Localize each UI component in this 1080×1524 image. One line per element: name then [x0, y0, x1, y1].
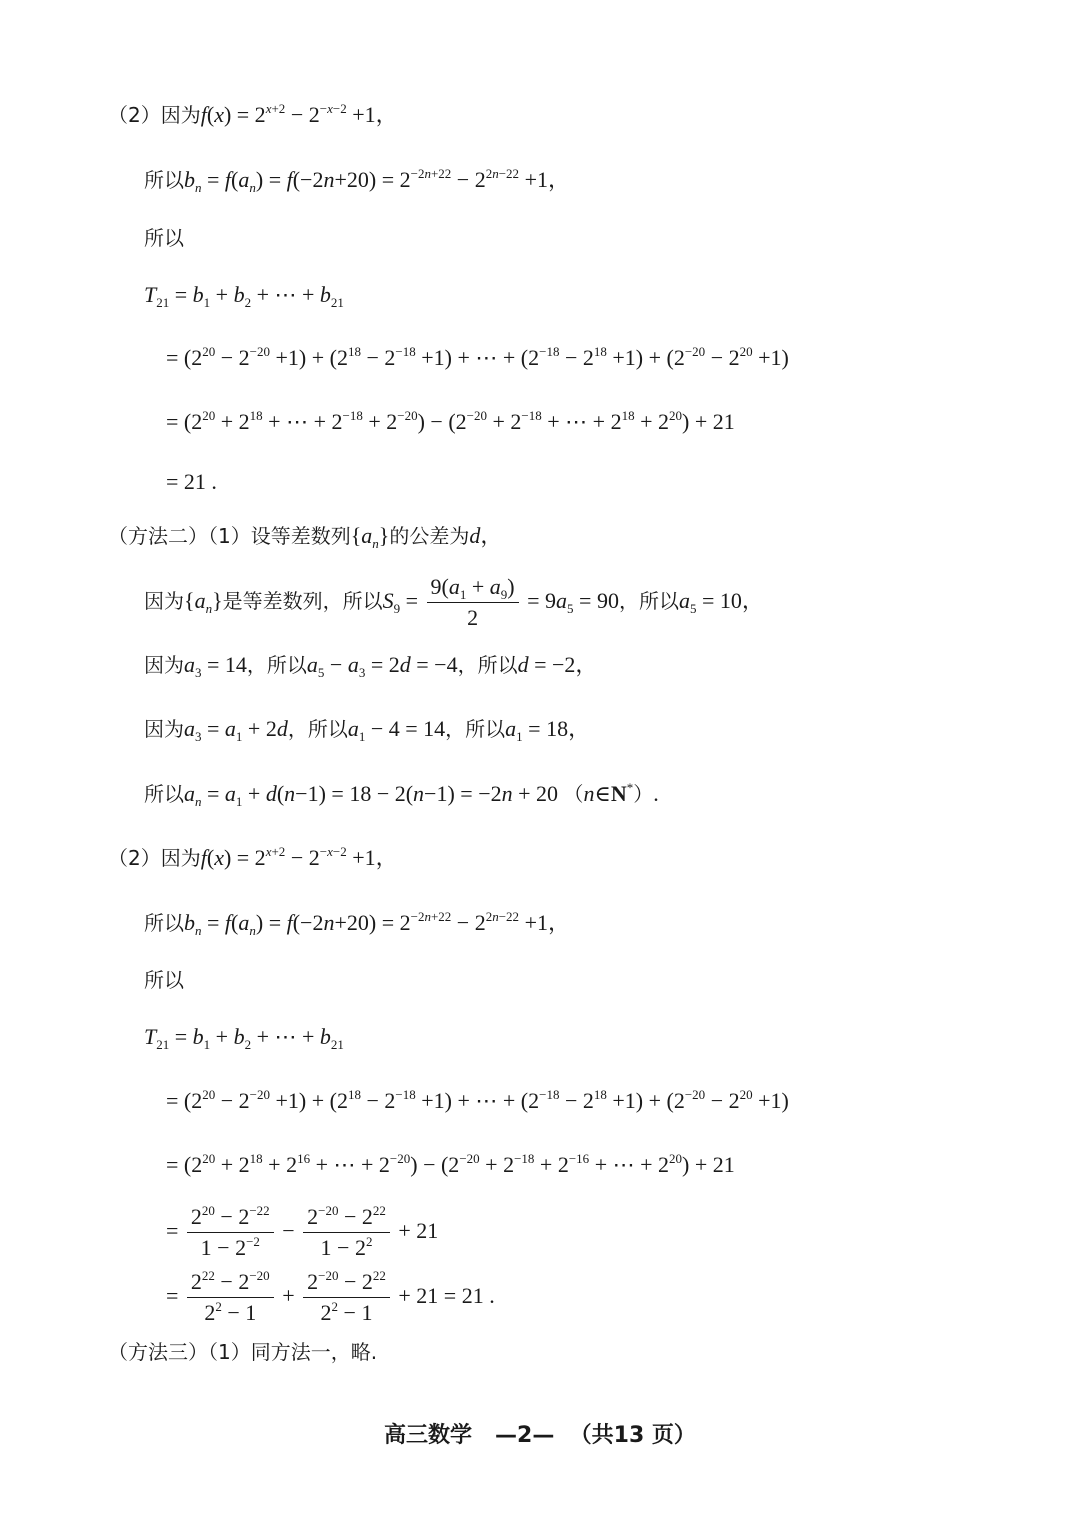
sum-grouping-line: = ($2^{20} + 2^{18}$ + ⋯ + $2^{-18} + 2^{-20}) - (2^{-20} + 2^{-18}$ + ⋯ + $2^{18} + 2^{20}) + 21$	[166, 408, 735, 434]
so-line: 所以	[144, 226, 184, 250]
part2-intro-line: （2）因为$f(x) = 2^{x+2} - 2^{-x-2} +1$，	[108, 101, 398, 127]
method2-line1: 因为$\{a_n\}$是等差数列，所以$S_9$ = $\frac{9(a_1 + a_9)}{2}$ = $9a_5 = 90$，所以$a_5 = 10$，	[144, 574, 764, 631]
method3-line: （方法三）（1）同方法一，略.	[108, 1340, 378, 1364]
method2-line4: 所以$a_n = a_1 + d(n-1) = 18 - 2(n-1) = -2n + 20$ （n∈N*）.	[144, 780, 659, 809]
bn-definition-line: 所以$b_n = f(a_n) = f(-2n+20) = 2^{-2n+22} - 2^{2n-22} +1$，	[144, 166, 570, 195]
method2-part2-intro: （2）因为$f(x) = 2^{x+2} - 2^{-x-2} +1$，	[108, 844, 398, 870]
sum-expansion-line: = $(2^{20} - 2^{-20} +1) + (2^{18} - 2^{-18} +1)$ + ⋯ + $(2^{-18} - 2^{18} +1) + (2^{-20} - 2^{20} +1)$	[166, 344, 789, 370]
sum-definition-line: $T_{21} = b_1 + b_2$ + ⋯ + $b_{21}$	[144, 282, 344, 310]
method2-so-line: 所以	[144, 968, 184, 992]
method2-sum-grouping: = ($2^{20} + 2^{18} + 2^{16}$ + ⋯ + $2^{-20}) - (2^{-20} + 2^{-18} + 2^{-16}$ + ⋯ + $2^{20}) + 21$	[166, 1151, 735, 1177]
method2-sum-expansion: = $(2^{20} - 2^{-20} +1) + (2^{18} - 2^{-18} +1)$ + ⋯ + $(2^{-18} - 2^{18} +1) + (2^{-20} - 2^{20} +1)$	[166, 1087, 789, 1113]
method2-line2: 因为$a_3 = 14$，所以$a_5 - a_3 = 2d = -4$，所以d = −2，	[144, 652, 598, 680]
method2-bn-line: 所以$b_n = f(a_n) = f(-2n+20) = 2^{-2n+22} - 2^{2n-22} +1$，	[144, 909, 570, 938]
sum-result-line: = 21 .	[166, 469, 217, 494]
method2-line3: 因为$a_3 = a_1 + 2d$，所以$a_1 - 4 = 14$，所以$a_1 = 18$，	[144, 716, 591, 744]
method2-geometric-sum: = $\frac{2^{20} - 2^{-22}}{1 - 2^{-2}}$ − $\frac{2^{-20} - 2^{22}}{1 - 2^2}$ + 21	[166, 1203, 439, 1261]
fraction: $\frac{9(a_1 + a_9)}{2}$	[427, 574, 519, 631]
method2-sum-definition: $T_{21} = b_1 + b_2$ + ⋯ + $b_{21}$	[144, 1024, 344, 1052]
function-definition: $f(x) = 2^{x+2} - 2^{-x-2} +1$，	[200, 101, 398, 127]
method2-final-result: = $\frac{2^{22} - 2^{-20}}{2^2 - 1}$ + $\frac{2^{-20} - 2^{22}}{2^2 - 1}$ + 21 = 21 .	[166, 1268, 495, 1326]
method2-header: （方法二）（1）设等差数列$\{a_n\}$的公差为d，	[108, 523, 503, 551]
page-footer: 高三数学 —2— （共13 页）	[384, 1423, 696, 1448]
